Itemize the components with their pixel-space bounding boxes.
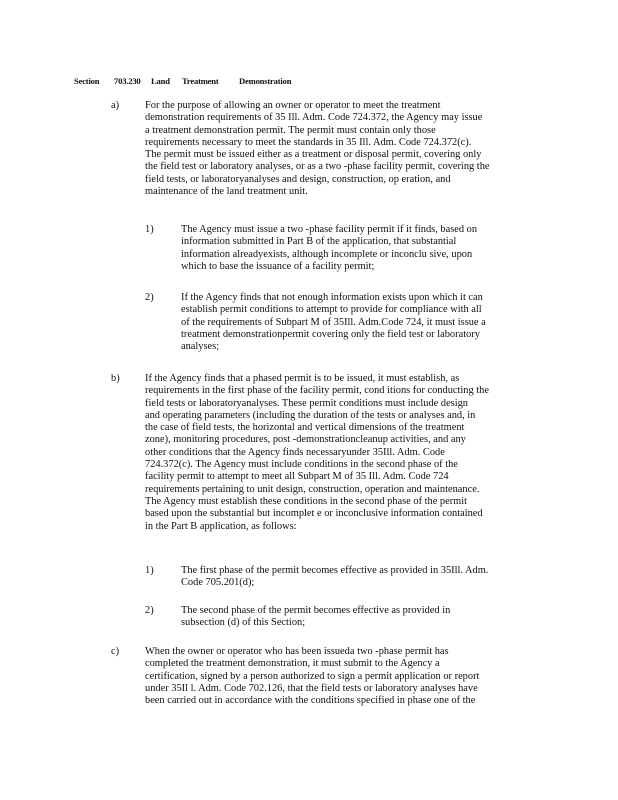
text-line: establish permit conditions to attempt to provide for compliance with all bbox=[181, 304, 482, 316]
text-line: requirements in the first phase of the facility permit, cond itions for conducting the bbox=[145, 385, 489, 397]
item-a2-text bbox=[181, 292, 541, 353]
text-line: under 35Il l. Adm. Code 702.126, that the field tests or laboratory analyses have bbox=[145, 682, 478, 694]
item-b1-label: 1) bbox=[145, 565, 154, 576]
section-title-word-3: Demonstration bbox=[239, 76, 292, 86]
text-line: other conditions that the Agency finds necessaryunder 35Ill. Adm. Code bbox=[145, 446, 445, 458]
text-line: zone), monitoring procedures, post -demonstrationcleanup activities, and any bbox=[145, 434, 466, 446]
text-line: information alreadyexists, although incomplete or inconclu sive, upon bbox=[181, 248, 473, 260]
text-line: The Agency must establish these conditions in the second phase of the permit bbox=[145, 495, 468, 507]
section-number: 703.230 bbox=[114, 76, 141, 86]
text-line: information submitted in Part B of the application, that substantial bbox=[181, 236, 457, 248]
subsection-a-label: a) bbox=[111, 100, 120, 111]
text-line: of the requirements of Subpart M of 35Ill. Adm.Code 724, it must issue a bbox=[181, 316, 486, 328]
text-line: If the Agency finds that a phased permit is to be issued, it must establish, as bbox=[145, 373, 460, 384]
text-line: 724.372(c). The Agency must include conditions in the second phase of the bbox=[145, 459, 458, 471]
text-line: maintenance of the land treatment unit. bbox=[145, 186, 308, 198]
section-heading bbox=[74, 75, 291, 87]
text-line: requirements pertaining to unit design, construction, operation and maintenance. bbox=[145, 483, 480, 495]
item-b2-text bbox=[181, 605, 541, 630]
text-line: certification, signed by a person authorized to sign a permit application or report bbox=[145, 670, 480, 682]
text-line: The permit must be issued either as a treatment or disposal permit, covering only bbox=[145, 149, 482, 161]
subsection-b-label: b) bbox=[111, 373, 120, 384]
text-line: requirements necessary to meet the standards in 35 Ill. Adm. Code 724.372(c). bbox=[145, 136, 472, 148]
text-line: When the owner or operator who has been issueda two -phase permit has bbox=[145, 646, 449, 657]
text-line: Code 705.201(d); bbox=[181, 577, 255, 589]
text-line: field tests or laboratoryanalyses. These permit conditions must include design bbox=[145, 397, 469, 409]
text-line: which to base the issuance of a facility permit; bbox=[181, 260, 375, 272]
item-b2-label: 2) bbox=[145, 605, 154, 616]
text-line: completed the treatment demonstration, it must submit to the Agency a bbox=[145, 658, 440, 670]
text-line: field tests, or laboratoryanalyses and design, construction, op eration, and bbox=[145, 173, 451, 185]
subsection-a-text bbox=[145, 100, 541, 198]
subsection-b-text bbox=[145, 373, 541, 533]
text-line: and operating parameters (including the duration of the tests or analyses and, in bbox=[145, 409, 476, 421]
item-a1-text bbox=[181, 224, 541, 273]
subsection-c-text bbox=[145, 646, 541, 707]
text-line: treatment demonstrationpermit covering only the field test or laboratory bbox=[181, 328, 480, 340]
item-a2-label: 2) bbox=[145, 292, 154, 303]
text-line: The second phase of the permit becomes effective as provided in bbox=[181, 605, 451, 616]
item-a1-label: 1) bbox=[145, 224, 154, 235]
text-line: facility permit to attempt to meet all Subpart M of 35 Ill. Adm. Code 724 bbox=[145, 471, 449, 483]
section-word: Section bbox=[74, 76, 100, 86]
text-line: in the Part B application, as follows: bbox=[145, 520, 297, 532]
section-title-word-2: Treatment bbox=[182, 76, 219, 86]
text-line: based upon the substantial but incomplet e or inconclusive information contained bbox=[145, 508, 483, 520]
text-line: analyses; bbox=[181, 341, 220, 353]
subsection-c-label: c) bbox=[111, 646, 120, 657]
text-line: been carried out in accordance with the conditions specified in phase one of the bbox=[145, 695, 476, 707]
text-line: subsection (d) of this Section; bbox=[181, 617, 306, 629]
text-line: The first phase of the permit becomes effective as provided in 35Ill. Adm. bbox=[181, 565, 489, 576]
text-line: demonstration requirements of 35 Ill. Adm. Code 724.372, the Agency may issue bbox=[145, 112, 483, 124]
text-line: the case of field tests, the horizontal and vertical dimensions of the treatment bbox=[145, 422, 465, 434]
item-b1-text bbox=[181, 565, 541, 590]
text-line: The Agency must issue a two -phase facility permit if it finds, based on bbox=[181, 224, 478, 235]
text-line: the field test or laboratory analyses, or as a two -phase facility permit, covering the bbox=[145, 161, 490, 173]
text-line: If the Agency finds that not enough information exists upon which it can bbox=[181, 292, 483, 303]
text-line: For the purpose of allowing an owner or operator to meet the treatment bbox=[145, 100, 441, 111]
text-line: a treatment demonstration permit. The permit must contain only those bbox=[145, 124, 436, 136]
section-title-word-1: Land bbox=[151, 76, 170, 86]
